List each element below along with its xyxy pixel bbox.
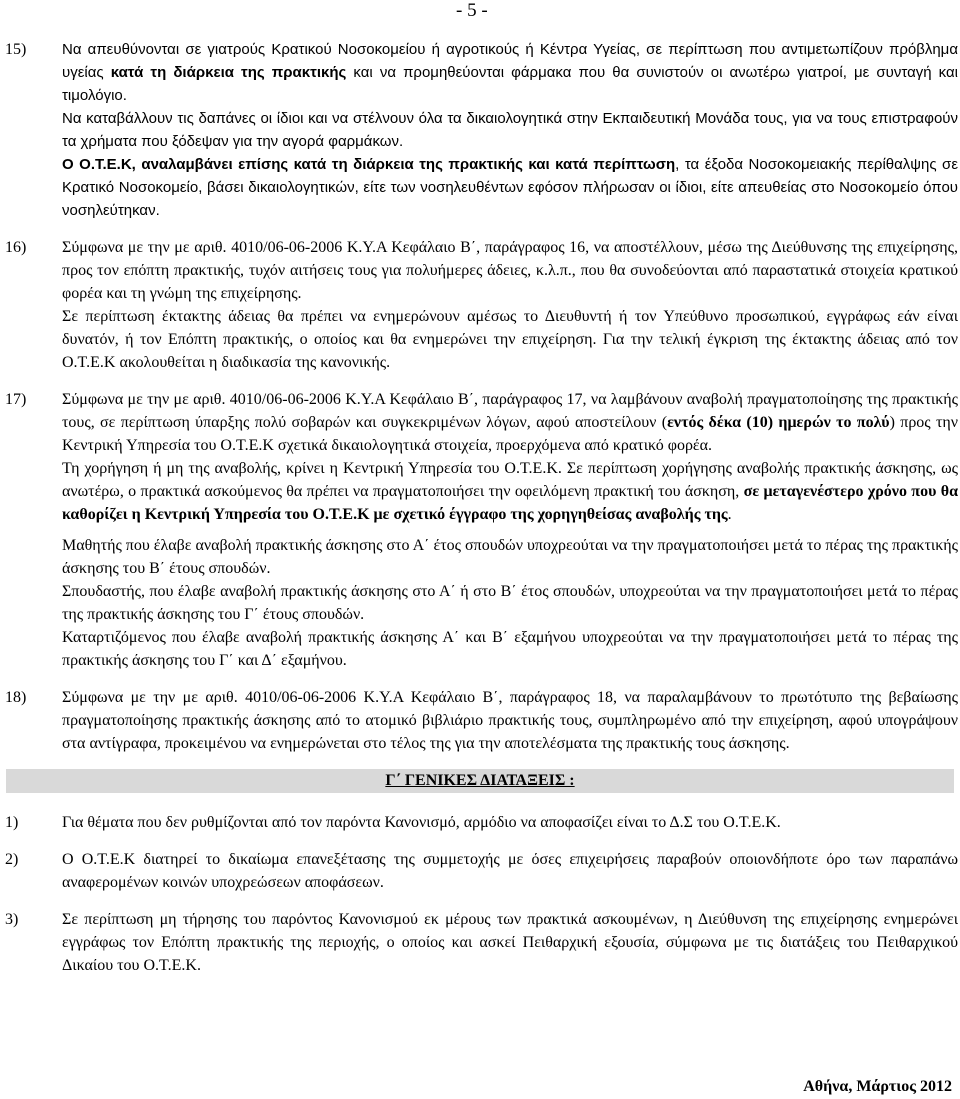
paragraph: Να καταβάλλουν τις δαπάνες οι ίδιοι και να στέλνουν όλα τα δικαιολογητικά στην Εκπαιδευτική Μονάδα τους, για να τους επιστραφούν τα χρήματα που ξόδεψαν για την αγορά φαρμάκων. bbox=[62, 110, 958, 150]
item-number: 18) bbox=[5, 689, 27, 706]
item-16 bbox=[0, 236, 958, 374]
item-content bbox=[62, 908, 958, 977]
bold-text: Ο Ο.Τ.Ε.Κ, αναλαμβάνει επίσης κατά τη διάρκεια της πρακτικής και κατά περίπτωση bbox=[62, 156, 676, 173]
general-item-2 bbox=[0, 848, 958, 894]
item-content bbox=[62, 811, 958, 834]
general-item-3 bbox=[0, 908, 958, 977]
item-17 bbox=[0, 388, 958, 672]
item-number: 15) bbox=[5, 41, 27, 58]
bold-text: σε μεταγενέστερο χρόνο που θα καθορίζει η Κεντρική Υπηρεσία του Ο.Τ.Ε.Κ με σχετικό έγγραφο της χορηγηθείσας αναβολής της bbox=[62, 483, 958, 523]
text: Τη χορήγηση ή μη της αναβολής, κρίνει η Κεντρική Υπηρεσία του Ο.Τ.Ε.Κ. Σε περίπτωση χορήγησης αναβολής πρακτικής άσκησης, ως ανωτέρω, ο πρακτικά ασκούμενος θα πρέπει να πραγματοποιήσει την οφειλόμενη πρακτική του άσκηση, bbox=[62, 460, 958, 500]
paragraph: Σε περίπτωση μη τήρησης του παρόντος Κανονισμού εκ μέρους των πρακτικά ασκουμένων, η Διεύθυνση της επιχείρησης ενημερώνει εγγράφως τον Επόπτη πρακτικής της περιοχής, ο οποίος και ασκεί Πειθαρχική εξουσία, σύμφωνα με τις διατάξεις του Πειθαρχικού Δικαίου του Ο.Τ.Ε.Κ. bbox=[62, 911, 958, 974]
item-number: 2) bbox=[5, 851, 19, 868]
item-15 bbox=[0, 38, 958, 222]
text: και να προμηθεύονται φάρμακα που θα συνιστούν οι ανωτέρω γιατροί, με συνταγή και τιμολόγιο. bbox=[62, 64, 958, 104]
text: Σύμφωνα με την με αριθ. 4010/06-06-2006 Κ.Υ.Α Κεφάλαιο Β΄, παράγραφος 17, να λαμβάνουν αναβολή πραγματοποίησης της πρακτικής τους, σε περίπτωση ύπαρξης πολύ σοβαρών και συγκεκριμένων λόγων, αφού αποστείλουν ( bbox=[62, 391, 958, 431]
item-content bbox=[62, 236, 958, 374]
bold-text: κατά τη διάρκεια της πρακτικής bbox=[110, 64, 347, 81]
section-title: Γ΄ ΓΕΝΙΚΕΣ ΔΙΑΤΑΞΕΙΣ : bbox=[6, 769, 954, 793]
document-body bbox=[0, 38, 958, 991]
item-content bbox=[62, 848, 958, 894]
paragraph: Σύμφωνα με την με αριθ. 4010/06-06-2006 Κ.Υ.Α Κεφάλαιο Β΄, παράγραφος 16, να αποστέλλουν, μέσω της Διεύθυνσης της επιχείρησης, προς τον επόπτη πρακτικής, τυχόν αιτήσεις τους για πολυήμερες άδειες, κ.λ.π., που θα συνοδεύονται από παραστατικά στοιχεία κρατικού φορέα και τη γνώμη της επιχείρησης. bbox=[62, 239, 958, 302]
item-number: 16) bbox=[5, 239, 27, 256]
item-content bbox=[62, 38, 958, 222]
paragraph bbox=[62, 388, 958, 457]
page-number: - 5 - bbox=[456, 0, 488, 21]
general-item-1 bbox=[0, 811, 958, 834]
item-number: 17) bbox=[5, 391, 27, 408]
paragraph: Σύμφωνα με την με αριθ. 4010/06-06-2006 Κ.Υ.Α Κεφάλαιο Β΄, παράγραφος 18, να παραλαμβάνουν το πρωτότυπο της βεβαίωσης πραγματοποίησης πρακτικής άσκησης από το ατομικό βιβλιάριο πρακτικής τους, συμπληρωμένο από την επιχείρηση, αφού υπογράψουν στα αντίγραφα, προκειμένου να ενημερώνεται στο τέλος της για την αποτελέσματα της πρακτικής τους άσκησης. bbox=[62, 689, 958, 752]
text: . bbox=[727, 506, 732, 523]
paragraph: Ο Ο.Τ.Ε.Κ διατηρεί το δικαίωμα επανεξέτασης της συμμετοχής με όσες επιχειρήσεις παραβούν οποιονδήποτε όρο των παραπάνω αναφερομένων κοινών υποχρεώσεων αποφάσεων. bbox=[62, 851, 958, 891]
bold-text: εντός δέκα (10) ημερών το πολύ bbox=[667, 414, 890, 431]
paragraph bbox=[62, 457, 958, 526]
paragraph: Καταρτιζόμενος που έλαβε αναβολή πρακτικής άσκησης Α΄ και Β΄ εξαμήνου υποχρεούται να την πραγματοποιήσει μετά το πέρας της πρακτικής άσκησης του Γ΄ και Δ΄ εξαμήνου. bbox=[62, 629, 958, 669]
paragraph: Σε περίπτωση έκτακτης άδειας θα πρέπει να ενημερώνουν αμέσως το Διευθυντή ή τον Υπεύθυνο προσωπικού, εγγράφως εάν είναι δυνατόν, ή τον Επόπτη πρακτικής, ο οποίος και θα ενημερώνει την επιχείρηση. Για την τελική έγκριση της έκτακτης άδειας από τον Ο.Τ.Ε.Κ ακολουθείται η διαδικασία της κανονικής. bbox=[62, 308, 958, 371]
text: Να απευθύνονται σε γιατρούς Κρατικού Νοσοκομείου ή αγροτικούς ή Κέντρα Υγείας, σε περίπτωση που αντιμετωπίζουν πρόβλημα υγείας bbox=[62, 41, 958, 81]
text: ) προς την Κεντρική Υπηρεσία του Ο.Τ.Ε.Κ σχετικά δικαιολογητικά στοιχεία, προερχόμενα από κρατικό φορέα. bbox=[62, 414, 959, 454]
item-content bbox=[62, 388, 958, 672]
signature-date: Αθήνα, Μάρτιος 2012 bbox=[803, 1078, 952, 1095]
paragraph: Σπουδαστής, που έλαβε αναβολή πρακτικής άσκησης στο Α΄ ή στο Β΄ έτος σπουδών, υποχρεούται να την πραγματοποιήσει μετά το πέρας της πρακτικής άσκησης του Γ΄ έτους σπουδών. bbox=[62, 583, 958, 623]
item-number: 3) bbox=[5, 911, 19, 928]
paragraph: Μαθητής που έλαβε αναβολή πρακτικής άσκησης στο Α΄ έτος σπουδών υποχρεούται να την πραγματοποιήσει μετά το πέρας της πρακτικής άσκησης του Β΄ έτους σπουδών. bbox=[62, 537, 958, 577]
item-number: 1) bbox=[5, 814, 19, 831]
item-18 bbox=[0, 686, 958, 755]
paragraph: Για θέματα που δεν ρυθμίζονται από τον παρόντα Κανονισμό, αρμόδιο να αποφασίζει είναι το Δ.Σ του Ο.Τ.Ε.Κ. bbox=[62, 814, 781, 831]
item-content bbox=[62, 686, 958, 755]
paragraph bbox=[62, 153, 958, 222]
text: , τα έξοδα Νοσοκομειακής περίθαλψης σε Κρατικό Νοσοκομείο, βάσει δικαιολογητικών, είτε των νοσηλευθέντων εφόσον πλήρωσαν οι ίδιοι, είτε απευθείας στο Νοσοκομείο όπου νοσηλεύτηκαν. bbox=[62, 156, 959, 219]
paragraph bbox=[62, 38, 958, 107]
